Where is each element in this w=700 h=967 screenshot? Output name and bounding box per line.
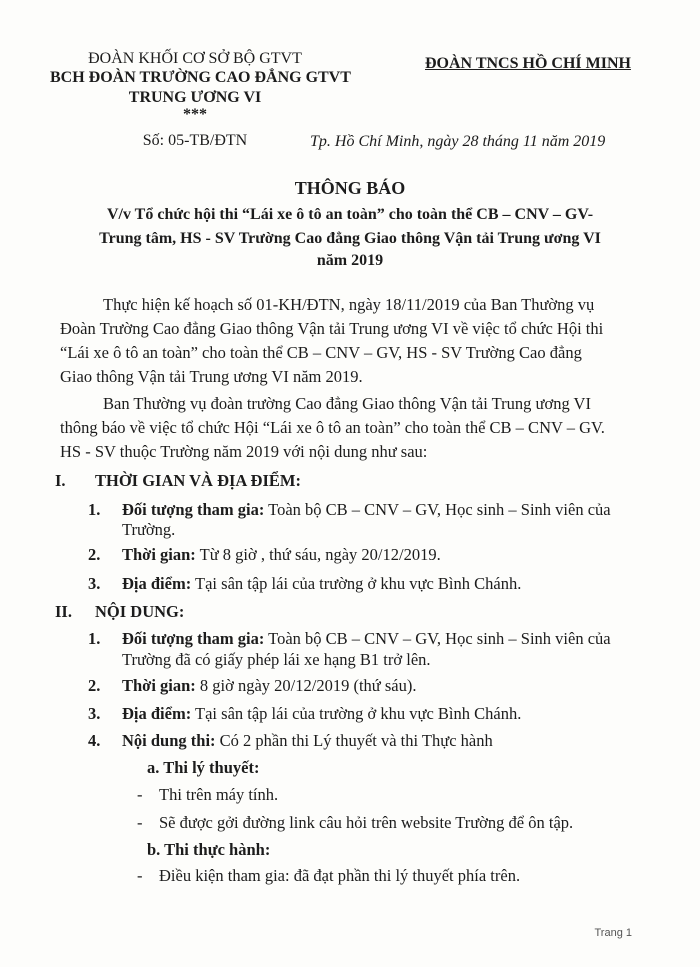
paragraph-1 <box>60 293 635 389</box>
item-number: 3. <box>88 574 101 593</box>
section-2-item-4 <box>88 729 493 753</box>
page-number: Trang 1 <box>594 927 632 939</box>
item-label: Thời gian: <box>122 545 196 564</box>
item-text: Toàn bộ CB – CNV – GV, Học sinh – Sinh viên của <box>264 629 611 648</box>
section-2-item-2 <box>88 674 416 698</box>
header-left-line3: TRUNG ƯƠNG VI <box>128 89 262 106</box>
section-1-title: THỜI GIAN VÀ ĐỊA ĐIỂM: <box>95 471 301 490</box>
header-left-stars: *** <box>183 106 207 123</box>
paragraph-line: HS - SV thuộc Trường năm 2019 với nội dung như sau: <box>60 442 428 461</box>
bullet-text: Sẽ được gởi đường link câu hỏi trên website Trường để ôn tập. <box>159 813 574 832</box>
bullet-text: Thi trên máy tính. <box>159 785 279 804</box>
section-1-item-3 <box>88 572 521 596</box>
bullet-item <box>137 864 520 888</box>
item-number: 1. <box>88 500 101 519</box>
item-label: Địa điểm: <box>122 704 192 723</box>
bullet-dash: - <box>137 866 143 885</box>
bullet-dash: - <box>137 785 143 804</box>
page-title: THÔNG BÁO <box>294 178 406 198</box>
item-label: Thời gian: <box>122 676 196 695</box>
bullet-item <box>137 811 573 835</box>
paragraph-line: “Lái xe ô tô an toàn” cho toàn thể CB – CNV – GV, HS - SV Trường Cao đẳng <box>60 343 582 362</box>
item-number: 2. <box>88 676 101 695</box>
section-2-item-3 <box>88 702 521 726</box>
section-1-item-1-cont: Trường. <box>122 520 176 539</box>
item-label: Nội dung thi: <box>122 731 216 750</box>
subsection-a-label: a. Thi lý thuyết: <box>147 758 260 777</box>
section-1-item-2 <box>88 543 441 567</box>
bullet-dash: - <box>137 813 143 832</box>
section-2-number: II. <box>55 602 72 621</box>
header-right-org: ĐOÀN TNCS HỒ CHÍ MINH <box>425 55 631 72</box>
bullet-item <box>137 783 278 807</box>
paragraph-line: Thực hiện kế hoạch số 01-KH/ĐTN, ngày 18/11/2019 của Ban Thường vụ <box>103 295 595 314</box>
paragraph-2 <box>60 392 635 464</box>
document-number: Số: 05-TB/ĐTN <box>142 132 248 149</box>
item-text: 8 giờ ngày 20/12/2019 (thứ sáu). <box>195 676 417 695</box>
section-2-title: NỘI DUNG: <box>95 602 185 621</box>
subsection-b-label: b. Thi thực hành: <box>147 840 271 859</box>
item-label: Đối tượng tham gia: <box>122 500 265 519</box>
header-left-line2: BCH ĐOÀN TRƯỜNG CAO ĐẲNG GTVT <box>50 69 351 86</box>
section-2-heading <box>55 600 184 624</box>
item-number: 2. <box>88 545 101 564</box>
item-label: Địa điểm: <box>122 574 192 593</box>
paragraph-line: Ban Thường vụ đoàn trường Cao đẳng Giao thông Vận tải Trung ương VI <box>103 394 591 413</box>
header-left-line1: ĐOÀN KHỐI CƠ SỞ BỘ GTVT <box>88 50 302 67</box>
paragraph-line: Giao thông Vận tải Trung ương VI năm 2019. <box>60 367 363 386</box>
title-sub-3: năm 2019 <box>316 252 384 269</box>
paragraph-line: thông báo về việc tổ chức Hội “Lái xe ô tô an toàn” cho toàn thể CB – CNV – GV. <box>60 418 605 437</box>
paragraph-line: Đoàn Trường Cao đẳng Giao thông Vận tải Trung ương VI về việc tổ chức Hội thi <box>60 319 604 338</box>
item-number: 4. <box>88 731 101 750</box>
item-text: Tại sân tập lái của trường ở khu vực Bình Chánh. <box>191 704 522 723</box>
item-text: Tại sân tập lái của trường ở khu vực Bình Chánh. <box>191 574 522 593</box>
item-text: Toàn bộ CB – CNV – GV, Học sinh – Sinh viên của <box>264 500 611 519</box>
item-number: 1. <box>88 629 101 648</box>
item-number: 3. <box>88 704 101 723</box>
place-date: Tp. Hồ Chí Minh, ngày 28 tháng 11 năm 2019 <box>310 133 606 150</box>
section-1-number: I. <box>55 471 66 490</box>
item-label: Đối tượng tham gia: <box>122 629 265 648</box>
section-1-heading <box>55 469 301 493</box>
bullet-text: Điều kiện tham gia: đã đạt phần thi lý thuyết phía trên. <box>159 866 521 885</box>
title-sub-2: Trung tâm, HS - SV Trường Cao đẳng Giao thông Vận tải Trung ương VI <box>99 230 601 247</box>
item-text: Có 2 phần thi Lý thuyết và thi Thực hành <box>215 731 493 750</box>
title-sub-1: V/v Tổ chức hội thi “Lái xe ô tô an toàn” cho toàn thể CB – CNV – GV- <box>106 206 594 223</box>
section-2-item-1-cont: Trường đã có giấy phép lái xe hạng B1 trở lên. <box>122 650 431 669</box>
header-left-block <box>80 50 310 68</box>
item-text: Từ 8 giờ , thứ sáu, ngày 20/12/2019. <box>195 545 441 564</box>
